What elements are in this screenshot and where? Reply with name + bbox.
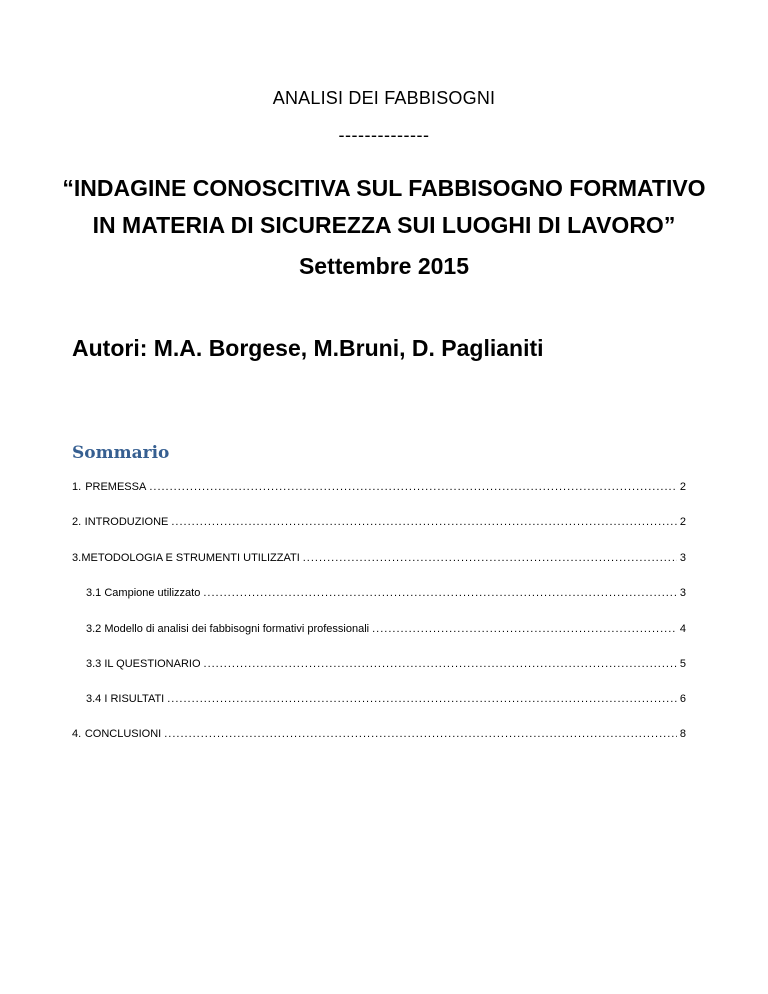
toc-entry-questionario[interactable] <box>86 657 686 671</box>
toc-leader-dots <box>164 727 677 741</box>
toc-entry-premessa[interactable] <box>72 480 686 494</box>
toc-entry-page: 8 <box>679 728 686 740</box>
toc-entry-conclusioni[interactable] <box>72 727 686 741</box>
toc-heading: Sommario <box>72 443 170 463</box>
document-subtitle <box>40 170 728 244</box>
toc-entry-label: CONCLUSIONI <box>84 728 162 740</box>
toc-entry-number: 2. <box>72 516 82 528</box>
toc-entry-number: 4. <box>72 728 82 740</box>
toc-entry-page: 3 <box>679 552 686 564</box>
toc-entry-page: 3 <box>679 587 686 599</box>
toc-entry-label: 3.2 Modello di analisi dei fabbisogni formativi professionali <box>86 623 370 635</box>
toc-entry-page: 5 <box>679 658 686 670</box>
toc-entry-label: INTRODUZIONE <box>84 516 169 528</box>
toc-entry-label: 3.4 I RISULTATI <box>86 693 165 705</box>
toc-entry-campione[interactable] <box>86 586 686 600</box>
toc-entry-page: 2 <box>679 516 686 528</box>
subtitle-line-1: “INDAGINE CONOSCITIVA SUL FABBISOGNO FORMATIVO <box>62 175 706 201</box>
toc-leader-dots <box>372 622 677 636</box>
toc-entry-introduzione[interactable] <box>72 515 686 529</box>
toc-entry-number: 3. <box>72 552 82 564</box>
document-authors: Autori: M.A. Borgese, M.Bruni, D. Paglianiti <box>72 335 544 361</box>
document-title: ANALISI DEI FABBISOGNI <box>272 88 496 108</box>
toc-entry-metodologia[interactable] <box>72 551 686 565</box>
toc-entry-page: 2 <box>679 481 686 493</box>
toc-leader-dots <box>149 480 677 494</box>
toc-leader-dots <box>203 586 677 600</box>
subtitle-line-2: IN MATERIA DI SICUREZZA SUI LUOGHI DI LAVORO” <box>92 212 676 238</box>
toc-leader-dots <box>204 657 677 671</box>
toc-entry-page: 6 <box>679 693 686 705</box>
toc-entry-number: 1. <box>72 481 82 493</box>
toc-entry-label: 3.3 IL QUESTIONARIO <box>86 658 201 670</box>
toc-entry-modello[interactable] <box>86 622 686 636</box>
toc-entry-risultati[interactable] <box>86 692 686 706</box>
toc-leader-dots <box>171 515 677 529</box>
toc-leader-dots <box>167 692 677 706</box>
title-separator: -------------- <box>338 125 430 145</box>
toc-entry-page: 4 <box>679 623 686 635</box>
document-date: Settembre 2015 <box>298 253 470 279</box>
toc-leader-dots <box>303 551 677 565</box>
toc-entry-label: PREMESSA <box>85 481 147 493</box>
toc-entry-label: 3.1 Campione utilizzato <box>86 587 201 599</box>
toc-entry-label: METODOLOGIA E STRUMENTI UTILIZZATI <box>81 552 300 564</box>
